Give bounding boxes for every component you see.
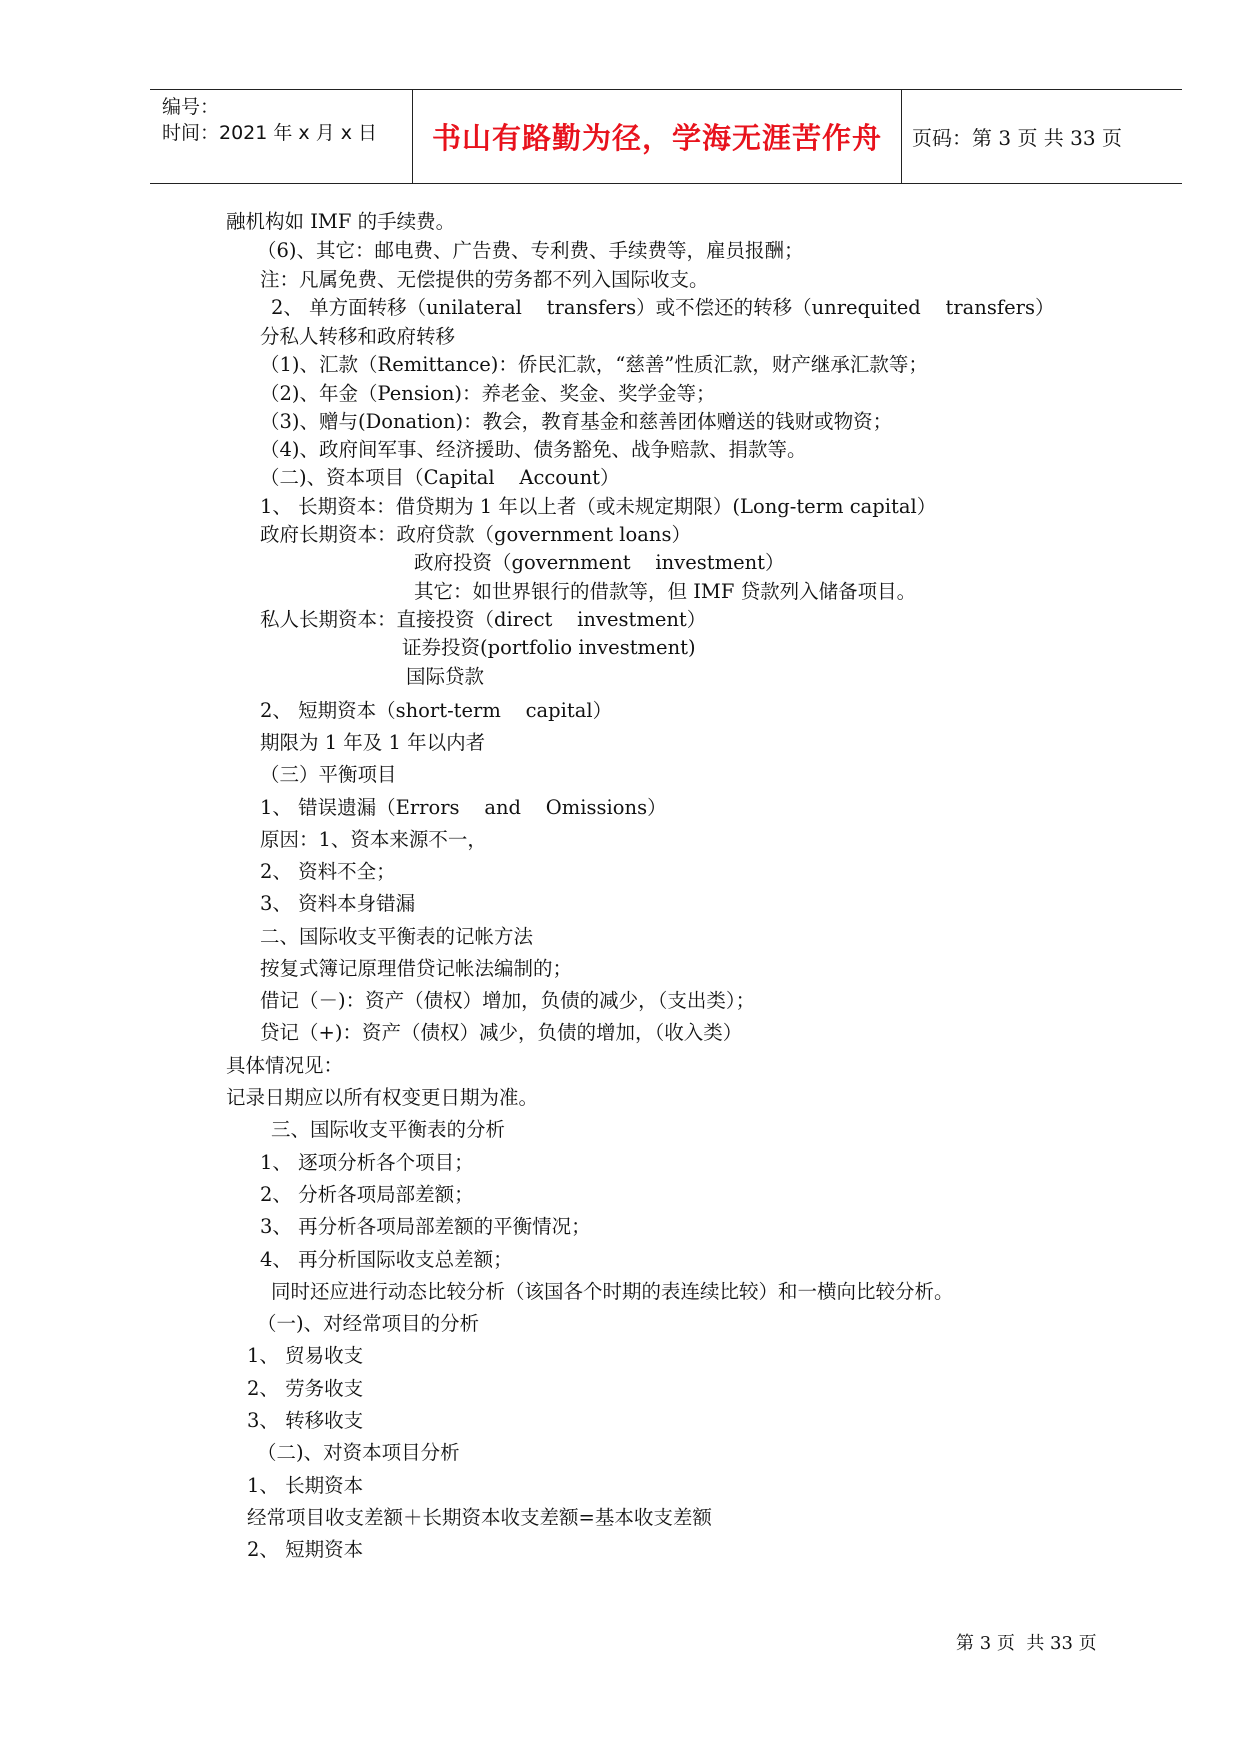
body-line: 1、 长期资本：借贷期为 1 年以上者（或未规定期限）(Long-term capital） (260, 495, 937, 518)
body-line: 1、 错误遗漏（Errors and Omissions） (260, 796, 667, 819)
header-page-cell (902, 90, 1182, 183)
body-line: （三）平衡项目 (260, 763, 397, 786)
body-line: 私人长期资本：直接投资（direct investment） (260, 608, 707, 631)
body-line: 1、 贸易收支 (247, 1344, 364, 1367)
body-line: （3)、赠与(Donation)：教会，教育基金和慈善团体赠送的钱财或物资； (260, 410, 893, 433)
header-motto: 书山有路勤为径，学海无涯苦作舟 (431, 121, 882, 155)
body-line: 证券投资(portfolio investment) (402, 636, 696, 659)
document-number-label: 编号： (162, 96, 220, 118)
body-line: 经常项目收支差额＋长期资本收支差额=基本收支差额 (247, 1506, 712, 1529)
body-line: 按复式簿记原理借贷记帐法编制的； (260, 957, 573, 980)
body-line: 二、国际收支平衡表的记帐方法 (260, 925, 534, 948)
body-line: 1、 逐项分析各个项目； (260, 1151, 474, 1174)
body-line: 2、 劳务收支 (247, 1377, 364, 1400)
body-line: 借记（－)：资产（债权）增加，负债的减少，（支出类）； (260, 989, 756, 1012)
body-line: 注：凡属免费、无偿提供的劳务都不列入国际收支。 (260, 268, 709, 291)
body-line: 2、 单方面转移（unilateral transfers）或不偿还的转移（unrequited transfers） (271, 296, 1055, 319)
body-line: 4、 再分析国际收支总差额； (260, 1248, 513, 1271)
body-line: 其它：如世界银行的借款等，但 IMF 贷款列入储备项目。 (414, 580, 917, 603)
header-motto-cell (412, 90, 902, 183)
body-line: 3、 再分析各项局部差额的平衡情况； (260, 1215, 591, 1238)
body-line: 3、 资料本身错漏 (260, 892, 416, 915)
body-line: 记录日期应以所有权变更日期为准。 (226, 1086, 539, 1109)
body-line: 2、 短期资本 (247, 1538, 364, 1561)
body-line: 三、国际收支平衡表的分析 (271, 1118, 506, 1141)
header-meta-cell (150, 90, 412, 183)
body-line: 原因：1、资本来源不一， (260, 828, 487, 851)
body-line: 期限为 1 年及 1 年以内者 (260, 731, 486, 754)
body-line: （6)、其它：邮电费、广告费、专利费、手续费等，雇员报酬； (257, 239, 804, 262)
body-line: 政府投资（government investment） (414, 551, 785, 574)
page-footer: 第 3 页 共 33 页 (956, 1633, 1097, 1654)
body-line: （2)、年金（Pension)：养老金、奖金、奖学金等； (260, 382, 716, 405)
body-line: 贷记（+)：资产（债权）减少，负债的增加，（收入类） (260, 1021, 743, 1044)
body-line: 2、 资料不全； (260, 860, 396, 883)
body-line: （二)、资本项目（Capital Account） (260, 466, 620, 489)
body-line: 融机构如 IMF 的手续费。 (226, 210, 456, 233)
page-header (150, 89, 1182, 184)
body-line: 国际贷款 (406, 665, 485, 688)
body-line: （一)、对经常项目的分析 (257, 1312, 480, 1335)
body-line: 2、 分析各项局部差额； (260, 1183, 474, 1206)
body-line: 2、 短期资本（short-term capital） (260, 699, 613, 722)
body-line: 1、 长期资本 (247, 1474, 364, 1497)
body-line: 政府长期资本：政府贷款（government loans） (260, 523, 691, 546)
header-page-info: 页码：第 3 页 共 33 页 (912, 126, 1122, 150)
body-line: （4)、政府间军事、经济援助、债务豁免、战争赔款、捐款等。 (260, 438, 807, 461)
body-line: 具体情况见： (226, 1054, 344, 1077)
document-time-label: 时间：2021 年 x 月 x 日 (162, 122, 378, 144)
body-line: （1)、汇款（Remittance)：侨民汇款，“慈善”性质汇款，财产继承汇款等； (260, 353, 928, 376)
body-line: 同时还应进行动态比较分析（该国各个时期的表连续比较）和一横向比较分析。 (271, 1280, 954, 1303)
body-line: 分私人转移和政府转移 (260, 325, 456, 348)
body-line: （二)、对资本项目分析 (257, 1441, 460, 1464)
body-line: 3、 转移收支 (247, 1409, 364, 1432)
